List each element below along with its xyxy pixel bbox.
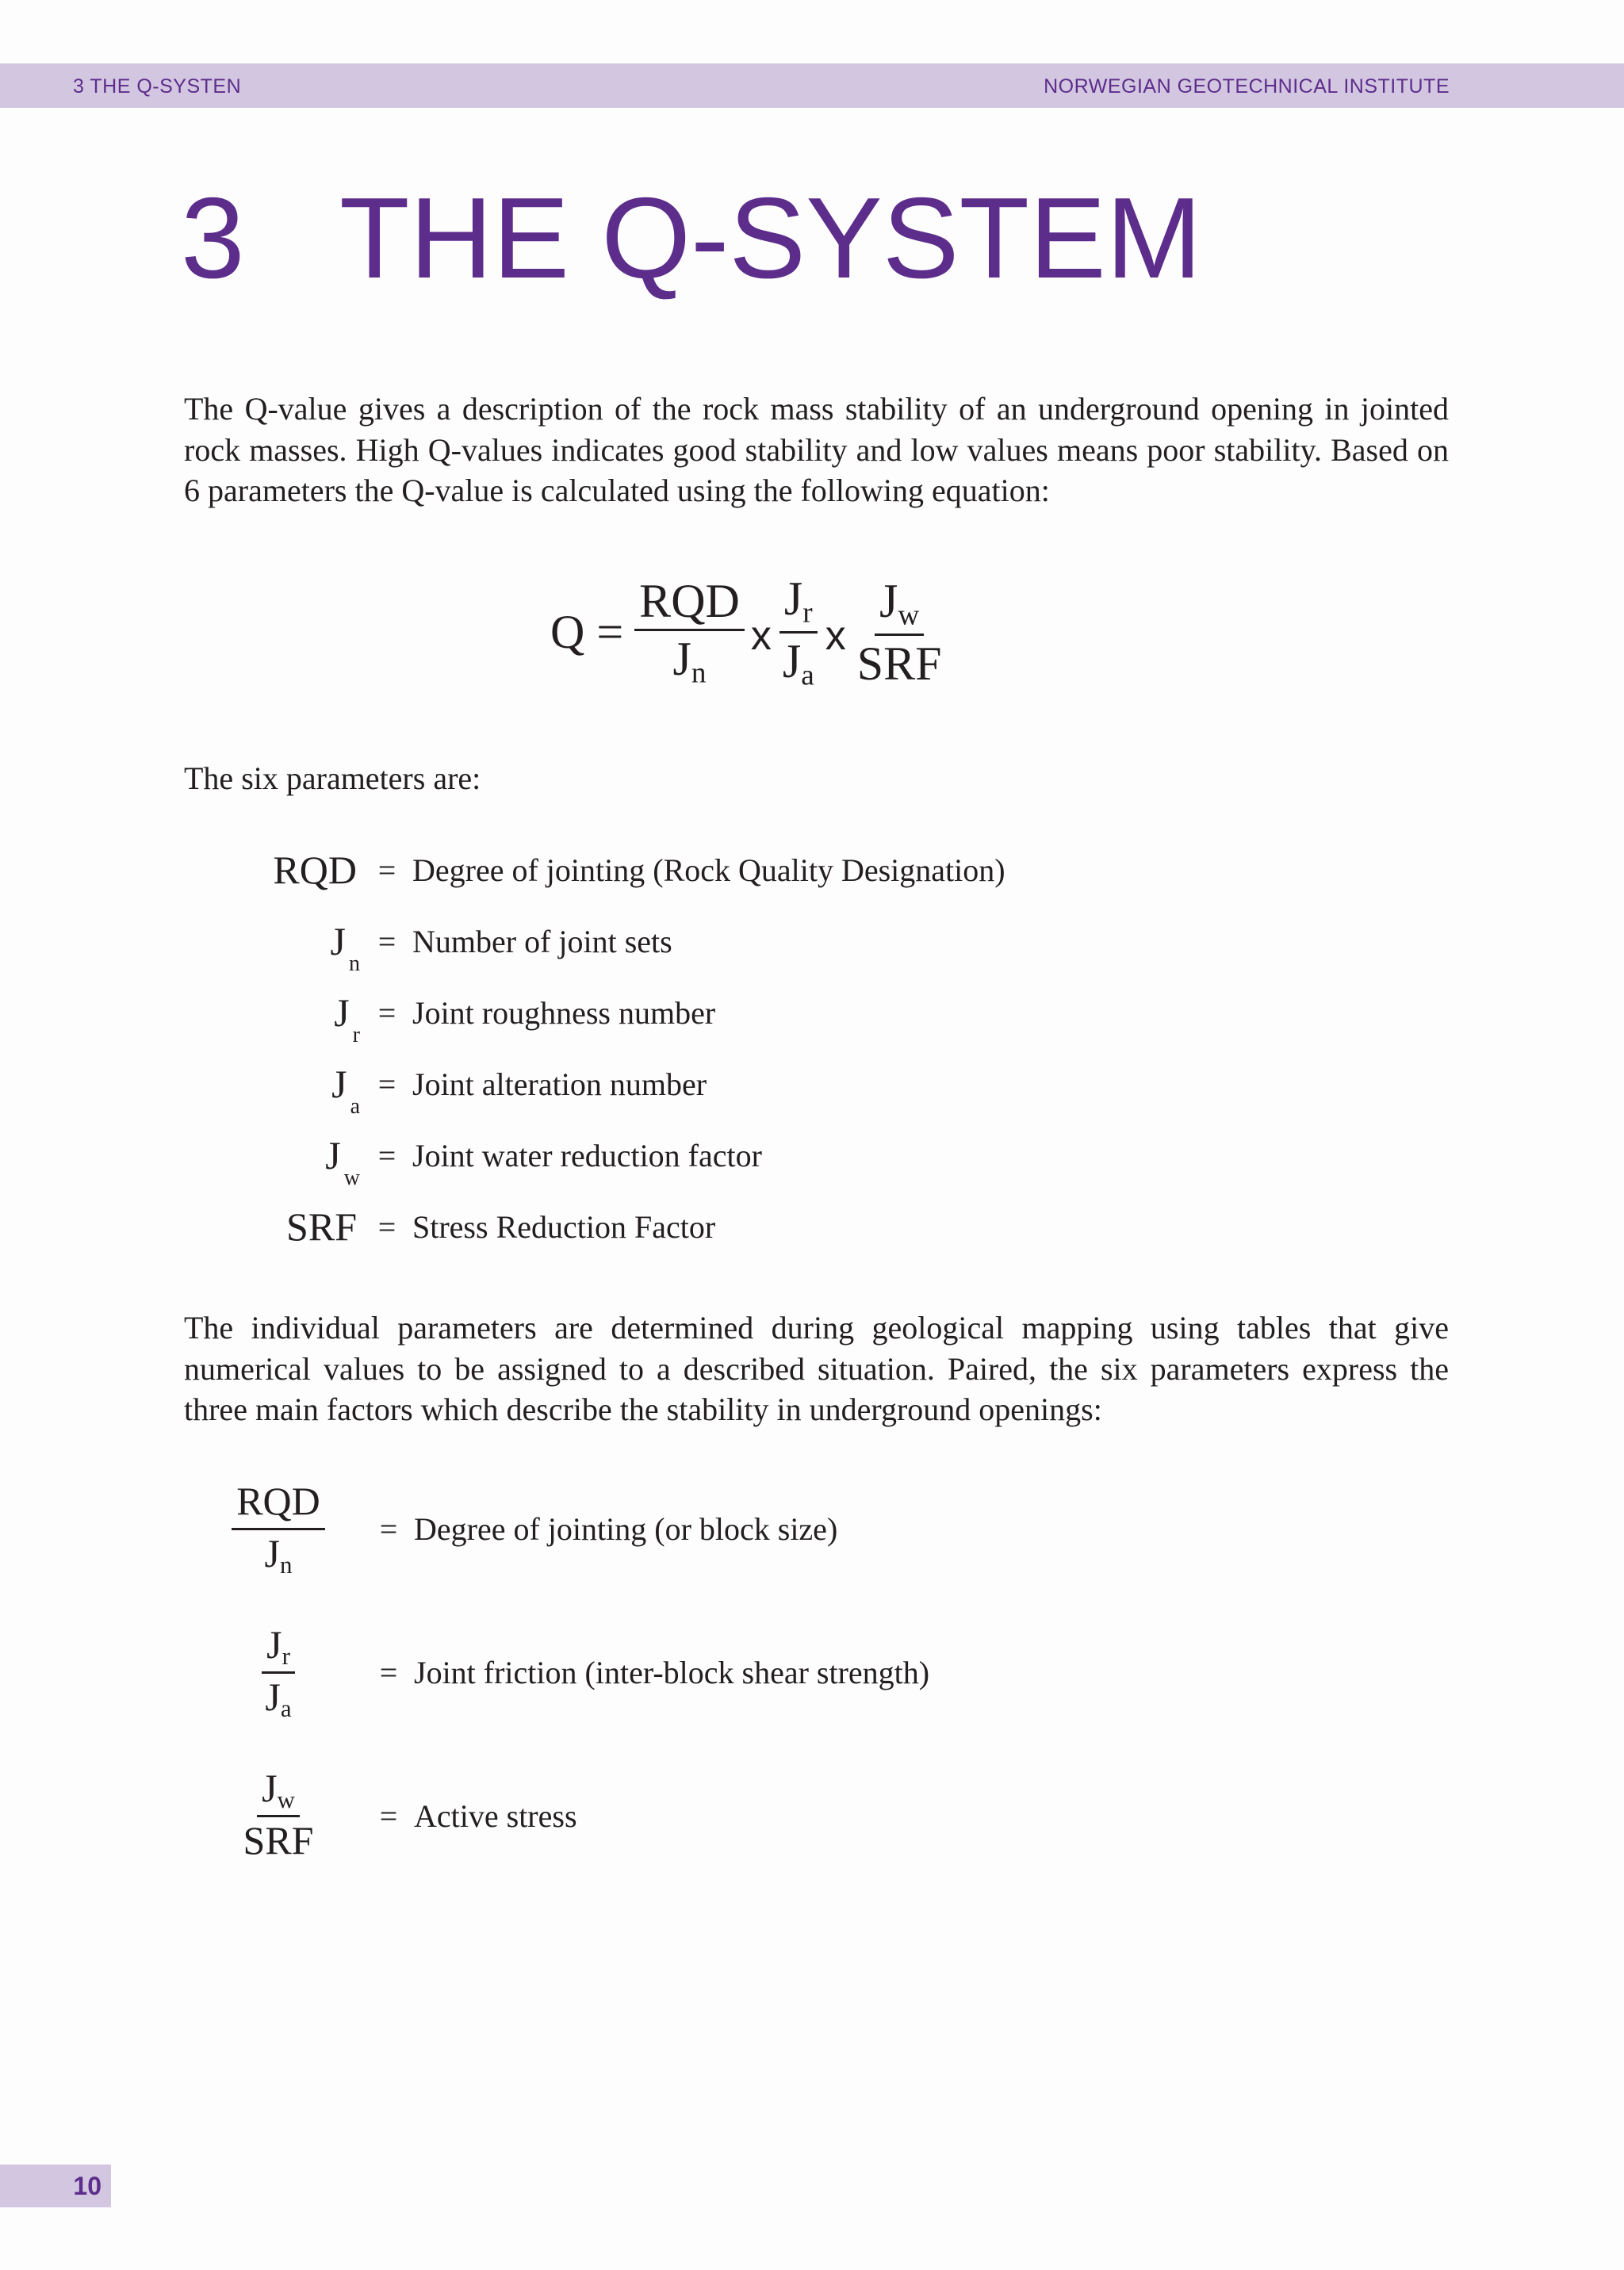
param-description: Stress Reduction Factor	[412, 1208, 716, 1245]
param-description: Joint alteration number	[412, 1066, 707, 1102]
param-equals: =	[377, 1066, 396, 1102]
param-symbol: $J_n$	[330, 919, 360, 976]
param-row-ja	[184, 1056, 1373, 1119]
ratio-equals: =	[379, 1510, 398, 1547]
fraction-numerator: RQD	[232, 1480, 325, 1530]
param-row-srf	[184, 1199, 1373, 1254]
param-row-jw	[184, 1127, 1373, 1190]
ratio-description: Active stress	[414, 1797, 577, 1834]
param-symbol: $J_a$	[331, 1062, 360, 1119]
param-equals: =	[377, 1208, 396, 1245]
ratio-equals: =	[379, 1797, 398, 1834]
param-description: Number of joint sets	[412, 923, 672, 959]
fraction-numerator: $J_r$	[262, 1623, 295, 1674]
ratio-equals: =	[379, 1654, 398, 1690]
running-header-chapter: 3 THE Q-SYSTEN	[73, 75, 242, 98]
q-equation	[550, 572, 947, 692]
chapter-title: THE Q-SYSTEM	[339, 174, 1202, 302]
multiply-sign: x	[750, 612, 772, 659]
param-equals: =	[377, 923, 396, 959]
param-description: Degree of jointing (Rock Quality Designation)	[412, 852, 1005, 888]
param-row-jr	[184, 985, 1373, 1047]
param-symbol: SRF	[286, 1204, 357, 1249]
ratio-description: Degree of jointing (or block size)	[414, 1510, 838, 1547]
multiply-sign: x	[825, 612, 846, 659]
param-symbol: RQD	[273, 848, 357, 892]
fraction-numerator: $J_w$	[257, 1767, 300, 1817]
fraction-denominator: $J_n$	[264, 1530, 293, 1579]
fraction-denominator: SRF	[243, 1817, 314, 1862]
fraction-denominator: SRF	[856, 637, 942, 691]
param-symbol: $J_w$	[325, 1133, 360, 1190]
param-description: Joint roughness number	[412, 994, 716, 1031]
chapter-number: 3	[181, 174, 245, 302]
ratio-fraction	[260, 1623, 296, 1722]
body-paragraph-2: The individual parameters are determined during geological mapping using tables that give numerical values to be assigned to a described situation. Paired, the six parameters express the three main factors which describe the stability in underground openings:	[184, 1310, 1449, 1427]
param-description: Joint water reduction factor	[412, 1137, 762, 1173]
intro-paragraph: The Q-value gives a description of the rock mass stability of an underground opening in jointed rock masses. High Q-values indicates good stability and low values means poor stability. Based on 6 parameters the Q-value is calculated using the following equation:	[184, 391, 1449, 508]
param-equals: =	[377, 994, 396, 1031]
param-row-rqd	[184, 842, 1373, 898]
fraction-rqd-jn	[634, 575, 745, 690]
running-header-publisher: NORWEGIAN GEOTECHNICAL INSTITUTE	[1044, 75, 1450, 98]
fraction-denominator: $J_a$	[782, 635, 814, 692]
param-equals: =	[377, 852, 396, 888]
param-equals: =	[377, 1137, 396, 1173]
ratio-row-block-size	[184, 1480, 1373, 1579]
fraction-jw-srf	[852, 575, 947, 690]
params-intro: The six parameters are:	[184, 760, 481, 796]
fraction-numerator: $J_r$	[779, 572, 818, 634]
param-symbol: $J_r$	[334, 990, 360, 1047]
page-number: 10	[0, 2165, 111, 2207]
ratio-row-joint-friction	[184, 1623, 1373, 1722]
fraction-denominator: $J_a$	[265, 1674, 292, 1722]
fraction-numerator: RQD	[634, 575, 745, 631]
ratio-fraction	[239, 1767, 319, 1866]
ratio-row-active-stress	[184, 1767, 1373, 1866]
equation-lhs: Q =	[550, 606, 624, 659]
fraction-jr-ja	[778, 572, 819, 692]
ratio-description: Joint friction (inter-block shear strength)	[414, 1654, 930, 1690]
fraction-denominator: $J_n$	[672, 633, 707, 690]
ratio-fraction	[232, 1480, 325, 1579]
chapter-heading	[181, 174, 1202, 302]
fraction-numerator: $J_w$	[875, 575, 924, 636]
param-row-jn	[184, 913, 1373, 976]
